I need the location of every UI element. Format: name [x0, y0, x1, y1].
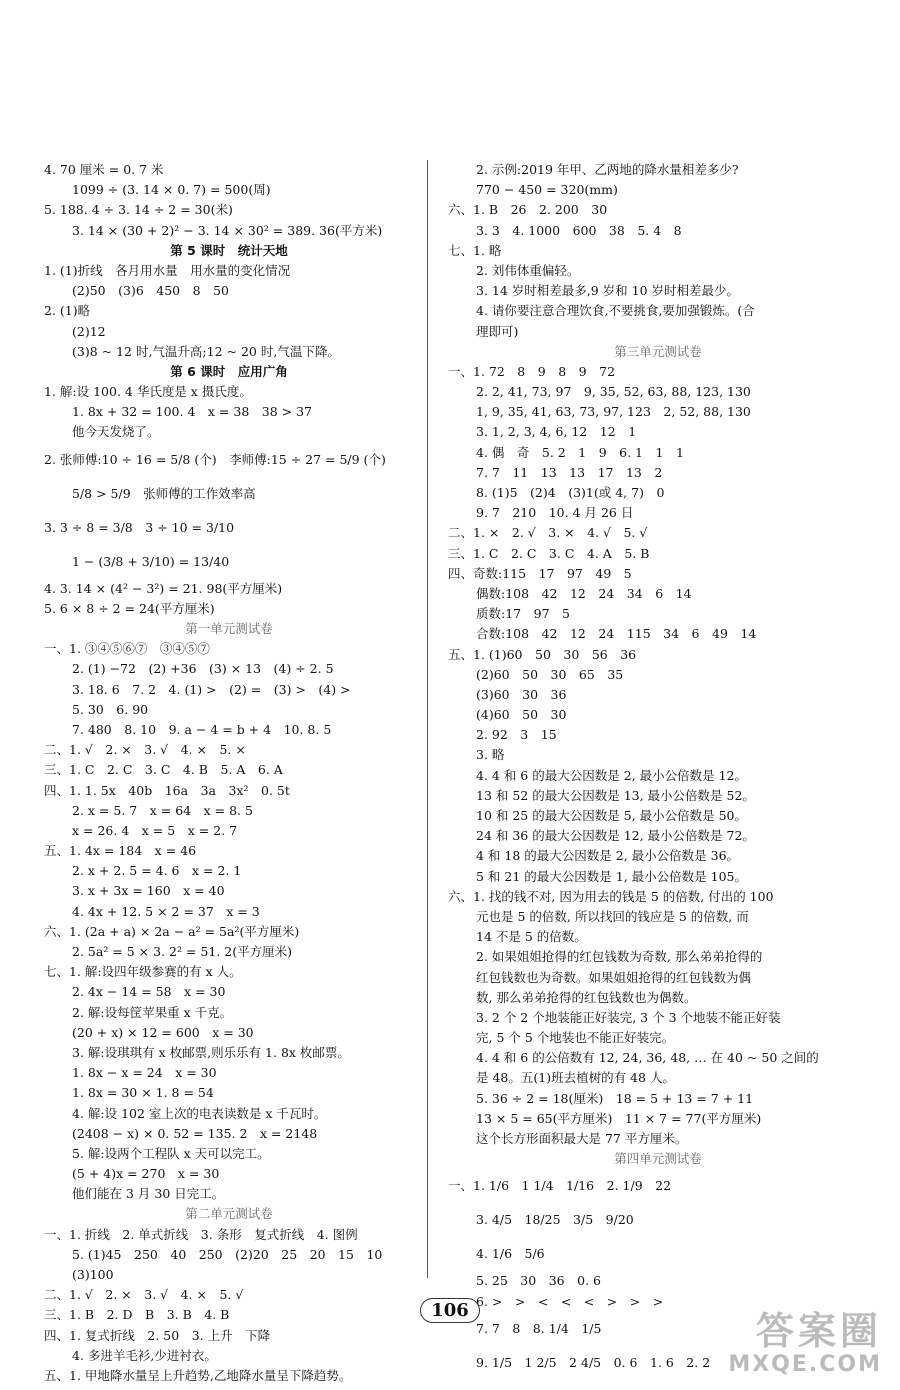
page-number: 106 — [0, 1300, 900, 1321]
left-line: 3. x + 3x = 160 x = 40 — [72, 883, 225, 899]
right-line: (4)60 50 30 — [476, 707, 567, 723]
right-line: 6. > > < < < > > > — [476, 1293, 664, 1309]
left-line: 四、1. 复式折线 2. 50 3. 上升 下降 — [44, 1327, 271, 1343]
left-line: (3)100 — [72, 1267, 114, 1282]
right-line: 2. 示例:2019 年甲、乙两地的降水量相差多少? — [476, 162, 739, 177]
left-line: 5. (1)45 250 40 250 (2)20 25 20 15 10 — [72, 1246, 383, 1262]
right-line: 8. (1)5 (2)4 (3)1(或 4, 7) 0 — [476, 485, 665, 500]
right-line: 13 × 5 = 65(平方厘米) 11 × 7 = 77(平方厘米) — [476, 1110, 762, 1126]
left-line: 他今天发烧了。 — [72, 424, 160, 440]
left-line: 3. 3 ÷ 8 = 3/8 3 ÷ 10 = 3/10 — [44, 519, 235, 535]
left-line: 3. 18. 6 7. 2 4. (1) > (2) = (3) > (4) > — [72, 681, 351, 697]
left-line: 3. 解:设琪琪有 x 枚邮票,则乐乐有 1. 8x 枚邮票。 — [72, 1044, 350, 1060]
left-line: x = 26. 4 x = 5 x = 2. 7 — [72, 822, 238, 838]
right-line: 合数:108 42 12 24 115 34 6 49 14 — [476, 626, 757, 642]
right-line: 质数:17 97 5 — [476, 606, 570, 622]
left-line: 五、1. 4x = 184 x = 46 — [44, 843, 197, 859]
right-line: 4. 1/6 5/6 — [476, 1246, 545, 1262]
left-line: (20 + x) × 12 = 600 x = 30 — [72, 1024, 254, 1040]
right-line: 七、1. 略 — [448, 242, 502, 258]
left-line: 2. x = 5. 7 x = 64 x = 8. 5 — [72, 802, 253, 818]
left-line: (2)50 (3)6 450 8 50 — [72, 283, 229, 299]
left-line: 2. (1) −72 (2) +36 (3) × 13 (4) ÷ 2. 5 — [72, 661, 334, 677]
left-line: 3. 14 × (30 + 2)² − 3. 14 × 30² = 389. 36(平方米) — [72, 222, 383, 238]
right-line: 四、奇数:115 17 97 49 5 — [448, 565, 632, 581]
left-line: (2)12 — [72, 323, 106, 339]
left-line: 第 5 课时 统计天地 — [170, 242, 288, 258]
right-line: 5. 25 30 36 0. 6 — [476, 1273, 601, 1289]
right-line: 9. 7 210 10. 4 月 26 日 — [476, 505, 634, 521]
right-line: 偶数:108 42 12 24 34 6 14 — [476, 585, 692, 601]
right-line: (2)60 50 30 65 35 — [476, 666, 624, 682]
left-line: 1. (1)折线 各月用水量 用水量的变化情况 — [44, 262, 291, 278]
right-line: 9. 1/5 1 2/5 2 4/5 0. 6 1. 6 2. 2 — [476, 1354, 711, 1370]
right-line: 2. 如果姐姐抢得的红包钱数为奇数, 那么弟弟抢得的 — [476, 949, 763, 965]
right-line: 完, 5 个 5 个地装也不能正好装完。 — [476, 1030, 675, 1046]
right-line: 2. 92 3 15 — [476, 727, 557, 743]
left-line: 5/8 > 5/9 张师傅的工作效率高 — [72, 485, 256, 501]
right-line: 14 不是 5 的倍数。 — [476, 929, 587, 945]
left-line: 4. 4x + 12. 5 × 2 = 37 x = 3 — [72, 903, 260, 919]
left-line: (3)8 ~ 12 时,气温升高;12 ~ 20 时,气温下降。 — [72, 343, 340, 359]
right-line: 这个长方形面积最大是 77 平方厘米。 — [476, 1131, 688, 1146]
left-line: (2408 − x) × 0. 52 = 135. 2 x = 2148 — [72, 1125, 318, 1141]
left-line: 7. 480 8. 10 9. a − 4 = b + 4 10. 8. 5 — [72, 721, 332, 737]
left-line: 2. x + 2. 5 = 4. 6 x = 2. 1 — [72, 863, 242, 879]
left-line: 三、1. B 2. D B 3. B 4. B — [44, 1307, 230, 1323]
right-line: 2. 刘伟体重偏轻。 — [476, 262, 580, 278]
right-line: 3. 略 — [476, 747, 505, 763]
right-line: 二、1. × 2. √ 3. × 4. √ 5. √ — [448, 525, 648, 541]
right-line: 六、1. B 26 2. 200 30 — [448, 202, 608, 218]
right-line: 24 和 36 的最大公因数是 12, 最小公倍数是 72。 — [476, 828, 755, 844]
right-line: 元也是 5 的倍数, 所以找回的钱应是 5 的倍数, 而 — [476, 908, 749, 924]
left-line: 2. 4x − 14 = 58 x = 30 — [72, 984, 226, 1000]
left-line: 5. 30 6. 90 — [72, 701, 149, 717]
left-line: 1. 8x + 32 = 100. 4 x = 38 38 > 37 — [72, 404, 313, 420]
right-line: 5. 36 ÷ 2 = 18(厘米) 18 = 5 + 13 = 7 + 11 — [476, 1090, 754, 1106]
left-column — [44, 160, 414, 1386]
watermark-logo: 答案圈 MXQE.COM — [728, 1309, 882, 1377]
right-line: 5 和 21 的最大公因数是 1, 最小公倍数是 105。 — [476, 868, 747, 884]
right-line: 理即可) — [476, 323, 519, 339]
left-line: 1. 8x − x = 24 x = 30 — [72, 1065, 217, 1081]
right-line: 4. 4 和 6 的公倍数有 12, 24, 36, 48, … 在 40 ~ 50 之间的 — [476, 1050, 819, 1066]
right-line: 3. 3 4. 1000 600 38 5. 4 8 — [476, 222, 682, 238]
left-line: 一、1. ③④⑤⑥⑦ ③④⑤⑦ — [44, 641, 210, 657]
right-line: 第三单元测试卷 — [614, 343, 702, 359]
left-line: 一、1. 折线 2. 单式折线 3. 条形 复式折线 4. 图例 — [44, 1226, 358, 1242]
right-line: 10 和 25 的最大公因数是 5, 最小公倍数是 50。 — [476, 808, 747, 823]
left-line: 2. 5a² = 5 × 3. 2² = 51. 2(平方厘米) — [72, 944, 292, 959]
left-line: 他们能在 3 月 30 日完工。 — [72, 1186, 225, 1202]
left-line: 四、1. 1. 5x 40b 16a 3a 3x² 0. 5t — [44, 782, 290, 798]
right-line: 3. 14 岁时相差最多,9 岁和 10 岁时相差最少。 — [476, 283, 740, 299]
left-line: 1. 解:设 100. 4 华氏度是 x 摄氏度。 — [44, 384, 252, 400]
right-line: 770 − 450 = 320(mm) — [476, 182, 618, 198]
column-divider — [427, 160, 428, 1278]
left-line: 5. 解:设两个工程队 x 天可以完工。 — [72, 1145, 270, 1161]
left-line: 2. (1)略 — [44, 303, 91, 319]
right-line: 4. 请你要注意合理饮食,不要挑食,要加强锻炼。(合 — [476, 303, 755, 319]
left-line: 三、1. C 2. C 3. C 4. B 5. A 6. A — [44, 762, 283, 778]
right-line: 13 和 52 的最大公因数是 13, 最小公倍数是 52。 — [476, 787, 755, 803]
right-line: 4 和 18 的最大公因数是 2, 最小公倍数是 36。 — [476, 848, 740, 864]
right-line: 2. 2, 41, 73, 97 9, 35, 52, 63, 88, 123, 130 — [476, 384, 751, 400]
right-line: 3. 1, 2, 3, 4, 6, 12 12 1 — [476, 424, 637, 440]
right-line: 红包钱数也为奇数。如果姐姐抢得的红包钱数为偶 — [476, 969, 752, 985]
left-line: 4. 解:设 102 室上次的电表读数是 x 千瓦时。 — [72, 1105, 327, 1121]
left-line: 4. 3. 14 × (4² − 3²) = 21. 98(平方厘米) — [44, 580, 283, 596]
right-line: (3)60 30 36 — [476, 686, 567, 702]
right-line: 一、1. 72 8 9 8 9 72 — [448, 363, 616, 379]
left-line: (5 + 4)x = 270 x = 30 — [72, 1166, 220, 1182]
left-line: 第一单元测试卷 — [185, 621, 273, 636]
right-line: 3. 4/5 18/25 3/5 9/20 — [476, 1212, 634, 1228]
right-line: 1, 9, 35, 41, 63, 73, 97, 123 2, 52, 88, 130 — [476, 404, 751, 420]
left-line: 六、1. (2a + a) × 2a − a² = 5a²(平方厘米) — [44, 923, 300, 939]
right-line: 7. 7 8 8. 1/4 1/5 — [476, 1320, 602, 1336]
left-line: 七、1. 解:设四年级参赛的有 x 人。 — [44, 964, 242, 980]
right-line: 五、1. (1)60 50 30 56 36 — [448, 646, 637, 662]
right-line: 3. 2 个 2 个地装能正好装完, 3 个 3 个地装不能正好装 — [476, 1009, 781, 1025]
left-line: 5. 188. 4 ÷ 3. 14 ÷ 2 = 30(米) — [44, 202, 233, 218]
right-line: 4. 偶 奇 5. 2 1 9 6. 1 1 1 — [476, 444, 684, 460]
right-line: 第四单元测试卷 — [614, 1151, 702, 1167]
left-line: 1. 8x = 30 × 1. 8 = 54 — [72, 1085, 214, 1101]
left-line: 4. 70 厘米 = 0. 7 米 — [44, 162, 164, 177]
right-line: 7. 7 11 13 13 17 13 2 — [476, 464, 663, 480]
right-line: 六、1. 找的钱不对, 因为用去的钱是 5 的倍数, 付出的 100 — [448, 888, 774, 904]
right-column — [448, 160, 868, 1380]
right-line: 三、1. C 2. C 3. C 4. A 5. B — [448, 545, 650, 561]
right-line: 数, 那么弟弟抢得的红包钱数也为偶数。 — [476, 989, 697, 1005]
left-line: 2. 张师傅:10 ÷ 16 = 5/8 (个) 李师傅:15 ÷ 27 = 5/9 (个) — [44, 451, 386, 467]
left-line: 第二单元测试卷 — [185, 1206, 273, 1222]
right-line: 一、1. 1/6 1 1/4 1/16 2. 1/9 22 — [448, 1178, 672, 1194]
left-line: 5. 6 × 8 ÷ 2 = 24(平方厘米) — [44, 600, 215, 616]
right-line: 4. 4 和 6 的最大公因数是 2, 最小公倍数是 12。 — [476, 767, 747, 783]
left-line: 1099 ÷ (3. 14 × 0. 7) = 500(周) — [72, 182, 271, 198]
right-line: 是 48。五(1)班去植树的有 48 人。 — [476, 1070, 675, 1086]
left-line: 二、1. √ 2. × 3. √ 4. × 5. √ — [44, 1287, 244, 1303]
left-line: 4. 多进羊毛衫,少进衬衣。 — [72, 1347, 217, 1363]
left-line: 2. 解:设每筐苹果重 x 千克。 — [72, 1004, 233, 1020]
left-line: 二、1. √ 2. × 3. √ 4. × 5. × — [44, 742, 246, 758]
left-line: 1 − (3/8 + 3/10) = 13/40 — [72, 553, 230, 569]
left-line: 五、1. 甲地降水量呈上升趋势,乙地降水量呈下降趋势。 — [44, 1367, 352, 1383]
left-line: 第 6 课时 应用广角 — [170, 363, 288, 379]
